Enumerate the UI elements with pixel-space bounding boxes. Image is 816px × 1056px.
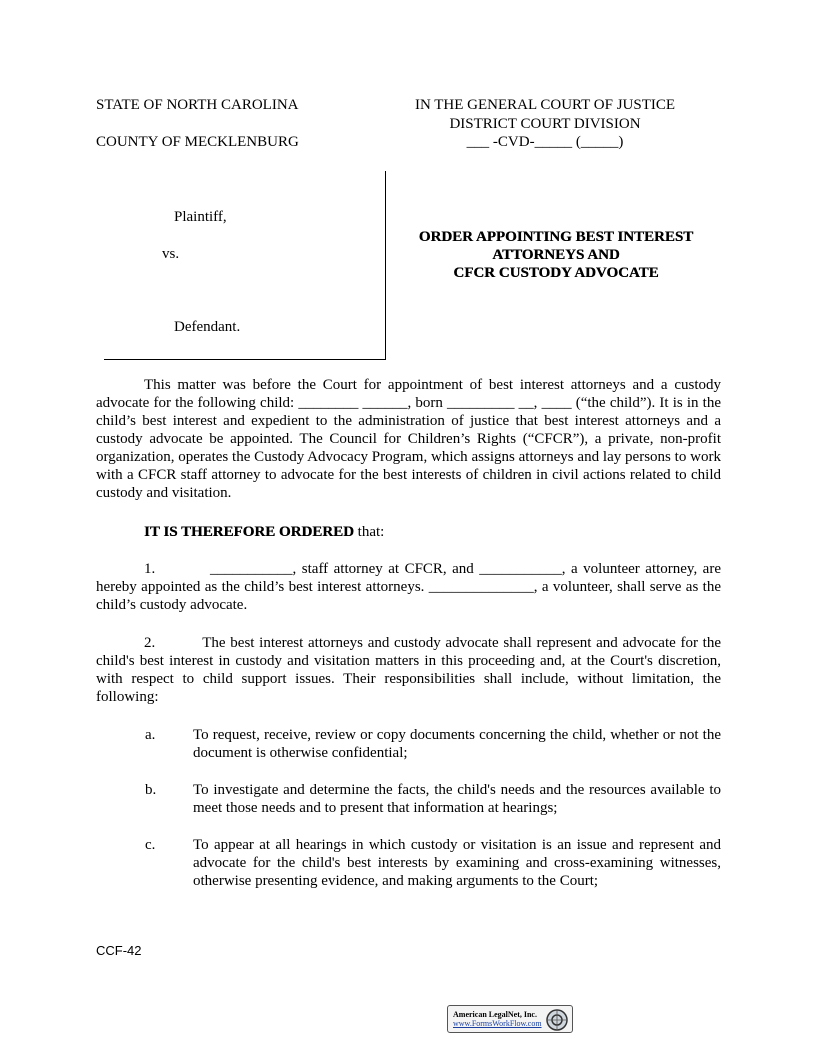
ordered-heading xyxy=(144,523,384,541)
plaintiff-label: Plaintiff, xyxy=(174,209,227,225)
defendant-label: Defendant. xyxy=(174,319,241,335)
caption-horizontal-rule xyxy=(104,359,386,360)
badge-company: American LegalNet, Inc. xyxy=(453,1010,537,1019)
item-b-text: To investigate and determine the facts, the child's needs and the resources available to meet those needs and to present that information at hearings; xyxy=(193,782,721,816)
court-division: DISTRICT COURT DIVISION xyxy=(449,116,641,132)
paragraph-2: 2. The best interest attorneys and custody advocate shall represent and advocate for the child's best interest in custody and visitation matters in this proceeding and, at the Court's discretion, with respect to child support issues. Their responsibilities shall include, without limitation, the following: xyxy=(96,635,721,705)
item-c-text: To appear at all hearings in which custody or visitation is an issue and represent and advocate for the child's best interests by examining and cross-examining witnesses, otherwise presenting evidence, and making arguments to the Court; xyxy=(193,837,721,889)
legalnet-badge[interactable] xyxy=(447,1005,573,1033)
form-code: CCF-42 xyxy=(96,943,142,958)
county-label: COUNTY OF MECKLENBURG xyxy=(96,134,299,150)
intro-paragraph: This matter was before the Court for appointment of best interest attorneys and a custody advocate for the following child: ________ ______, born _________ __, ____ (“the child”). It is in the child’s best interest and expedient to the administration of justice that best interest attorneys and a custody advocate be appointed. The Council for Children’s Rights (“CFCR”), a private, non-profit organization, operates the Custody Advocacy Program, which assigns attorneys and lay persons to work with a CFCR staff attorney to advocate for the best interests of children in civil actions related to child custody and visitation. xyxy=(96,377,721,501)
item-a-text: To request, receive, review or copy documents concerning the child, whether or not the document is otherwise confidential; xyxy=(193,727,721,761)
ordered-rest: that: xyxy=(353,524,385,540)
document-title-line-1: ORDER APPOINTING BEST INTEREST xyxy=(418,229,694,245)
ordered-bold: IT IS THEREFORE ORDERED xyxy=(144,524,354,540)
document-title-line-3: CFCR CUSTODY ADVOCATE xyxy=(453,265,659,281)
globe-icon xyxy=(545,1008,569,1032)
document-title-line-2: ATTORNEYS AND xyxy=(492,247,620,263)
versus-label: vs. xyxy=(162,246,180,262)
caption-vertical-rule xyxy=(385,171,386,360)
state-label: STATE OF NORTH CAROLINA xyxy=(96,97,299,113)
paragraph-1: 1. ___________, staff attorney at CFCR, and ___________, a volunteer attorney, are hereby appointed as the child’s best interest attorneys. ______________, a volunteer, shall serve as the child’s custody advocate. xyxy=(96,561,721,613)
case-number: ___ -CVD-_____ (_____) xyxy=(466,134,624,150)
item-c-letter: c. xyxy=(145,837,156,853)
badge-link[interactable]: www.FormsWorkFlow.com xyxy=(453,1019,542,1028)
court-name: IN THE GENERAL COURT OF JUSTICE xyxy=(414,97,676,113)
item-b-letter: b. xyxy=(145,782,157,798)
item-a-letter: a. xyxy=(145,727,156,743)
